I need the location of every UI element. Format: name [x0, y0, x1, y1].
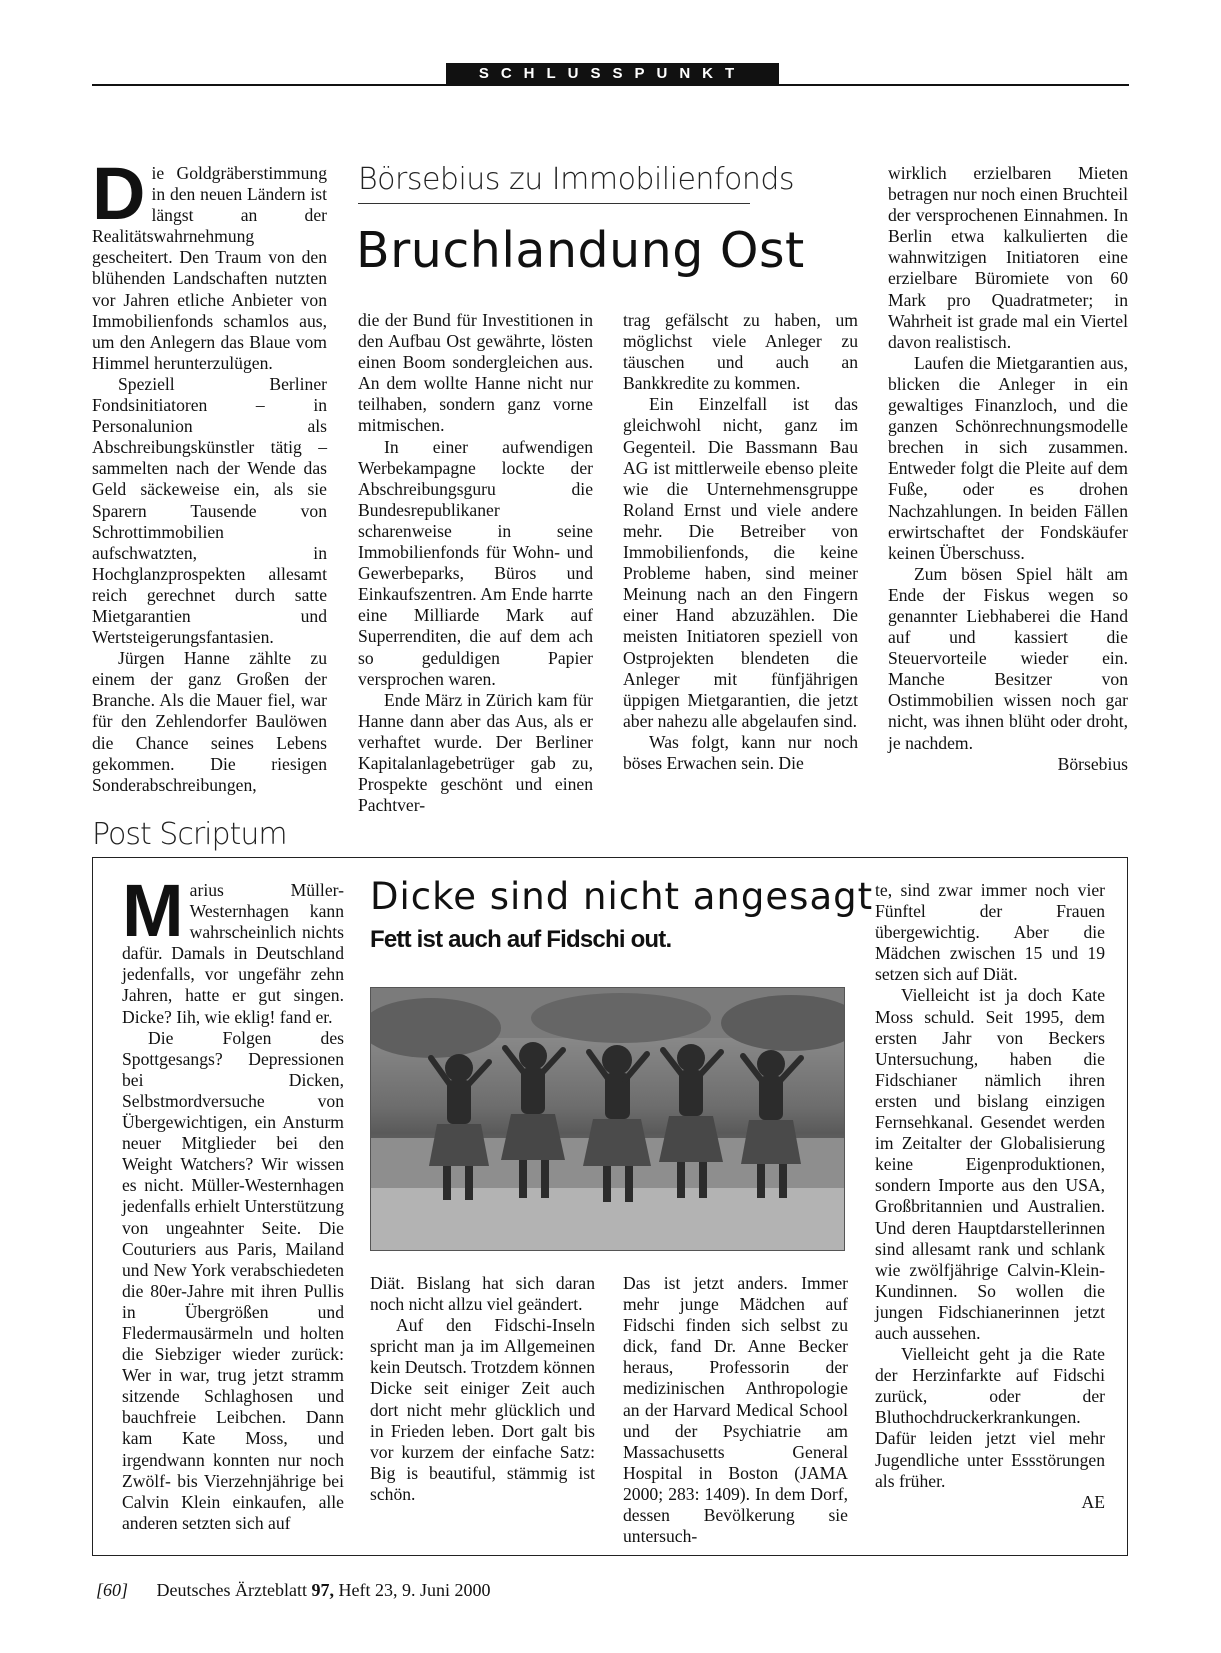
dropcap-letter: D: [92, 152, 146, 235]
article1-headline: Bruchlandung Ost: [356, 222, 805, 279]
article1-paragraph: die der Bund für Investitionen in den Aufbau Ost gewährte, lösten einen Boom sondergleichen aus. An dem wollte Hanne nicht nur teilhaben, sondern ganz vorne mitmischen.: [358, 310, 593, 436]
dancers-photo: [370, 987, 845, 1251]
article2-paragraph: Vielleicht geht ja die Rate der Herzinfarkte auf Fidschi zurück, oder der Bluthochdruckerkrankungen. Dafür leiden jetzt viel mehr Jugendliche unter Essstörungen als früher.: [875, 1344, 1105, 1491]
article1-paragraph: Jürgen Hanne zählte zu einem der ganz Großen der Branche. Als die Mauer fiel, war für den Zehlendorfer Baulöwen die Chance seines Lebens gekommen. Die riesigen Sonderabschreibungen,: [92, 648, 327, 795]
article2-author: AE: [1081, 1491, 1105, 1512]
article2-paragraph: Diät. Bislang hat sich daran noch nicht allzu viel geändert.: [370, 1273, 595, 1315]
article2-column-3: [623, 1273, 848, 1547]
article1-column-1: [92, 152, 327, 796]
article1-column-3: [623, 310, 858, 774]
article1-kicker: Börsebius zu Immobilienfonds: [358, 162, 795, 197]
article2-headline: Dicke sind nicht angesagt: [370, 875, 874, 918]
article1-paragraph: wirklich erzielbaren Mieten betragen nur noch einen Bruchteil der versprochenen Einnahmen. In Berlin etwa kalkulierten die wahnwitzigen Initiatoren eine erzielbare Büromiete von 60 Mark pro Quadratmeter; in Wahrheit ist grade mal ein Viertel davon realistisch.: [888, 163, 1128, 352]
article1-column-4: [888, 163, 1128, 775]
article1-paragraph: Zum bösen Spiel hält am Ende der Fiskus wegen so genannter Liebhaberei die Hand auf und kassiert die Steuervorteile wieder ein. Manche Besitzer von Ostimmobilien wissen noch gar nicht, was ihnen blüht oder droht, je nachdem.: [888, 563, 1128, 753]
journal-issue: Heft 23, 9. Juni 2000: [338, 1580, 491, 1600]
article1-paragraph: Die Goldgräberstimmung in den neuen Ländern ist längst an der Realitätswahrnehmung gescheitert. Den Traum von den blühenden Landschaften nutzten vor Jahren etliche Anbieter von Immobilienfonds schamlos aus, um den Anlegern das Blaue vom Himmel herunterzulügen.: [92, 152, 327, 373]
section-rubric: SCHLUSSPUNKT: [446, 63, 779, 84]
dropcap-letter: M: [122, 869, 184, 952]
article1-paragraph: Laufen die Mietgarantien aus, blicken die Anleger in ein gewaltiges Finanzloch, und die ganzen Schönrechnungsmodelle brechen in sich zusammen. Entweder folgt die Pleite auf dem Fuße, oder es drohen Nachzahlungen. In beiden Fällen erwirtschaftet der Fondskäufer keinen Überschuss.: [888, 352, 1128, 563]
page-footer: [96, 1580, 490, 1601]
article2-paragraph: Die Folgen des Spottgesangs? Depressionen bei Dicken, Selbstmordversuche von Übergewichtigen, ein Ansturm neuer Mitglieder bei den Weight Watchers? Wir wissen es nicht. Müller-Westernhagen jedenfalls erhielt Unterstützung von ungeahnter Seite. Die Couturiers aus Paris, Mailand und New York verabschiedeten die 80er-Jahre mit ihren Pullis in Übergrößen und Fledermausärmeln und holten die Siebziger wieder zurück: Wer in war, trug jetzt stramm sitzende Schlaghosen und bauchfreie Leibchen. Dann kam Kate Moss, und irgendwann konnten nur noch Zwölf- bis Vierzehnjährige bei Calvin Klein einkaufen, alle anderen setzten sich auf: [122, 1027, 344, 1533]
post-scriptum-title: Post Scriptum: [92, 817, 287, 852]
header-rule: [92, 84, 1129, 86]
article1-paragraph: Was folgt, kann nur noch böses Erwachen sein. Die: [623, 731, 858, 773]
article2-subheadline: Fett ist auch auf Fidschi out.: [370, 926, 672, 953]
article2-paragraph: Auf den Fidschi-Inseln spricht man ja im Allgemeinen kein Deutsch. Trotzdem können Dicke seit einiger Zeit auch dort nicht mehr glücklich und in Frieden leben. Dort galt bis vor kurzem der einfache Satz: Big is beautiful, stämmig ist schön.: [370, 1315, 595, 1504]
article2-column-1: [122, 869, 344, 1534]
article2-column-2: [370, 1273, 595, 1505]
article2-paragraph: Vielleicht ist ja doch Kate Moss schuld. Seit 1995, dem ersten Jahr von Beckers Untersuchung, haben die Fidschianer nämlich ihren ersten und bislang einzigen Fernsehkanal. Gesendet werden im Zeitalter der Globalisierung keine Eigenproduktionen, sondern Importe aus den USA, Großbritannien und Australien. Und deren Hauptdarstellerinnen sind allesamt rank und schlank wie zwölfjährige Calvin-Klein-Kundinnen. So wollen die jungen Fidschianerinnen jetzt auch aussehen.: [875, 985, 1105, 1343]
article1-author: Börsebius: [1057, 753, 1128, 774]
article1-paragraph: Ende März in Zürich kam für Hanne dann aber das Aus, als er verhaftet wurde. Der Berliner Kapitalanlagebetrüger gab zu, Prospekte geschönt und einen Pachtver-: [358, 689, 593, 816]
article2-column-4: [875, 880, 1105, 1513]
journal-name: Deutsches Ärzteblatt: [156, 1580, 307, 1600]
article1-paragraph: Ein Einzelfall ist das gleichwohl nicht, ganz im Gegenteil. Die Bassmann Bau AG ist mittlerweile ebenso pleite wie die Unternehmensgruppe Roland Ernst und viele andere mehr. Die Betreiber von Immobilienfonds, die keine Probleme haben, sind meiner Meinung nach an den Fingern einer Hand abzuzählen. Die meisten Initiatoren speziell von Ostprojekten blendeten die Anleger mit fünfjährigen üppigen Mietgarantien, die jetzt aber nahezu alle abgelaufen sind.: [623, 394, 858, 731]
article1-column-2: [358, 310, 593, 816]
journal-volume: 97,: [311, 1580, 334, 1600]
kicker-rule: [358, 203, 750, 204]
article1-paragraph: In einer aufwendigen Werbekampagne lockte der Abschreibungsguru die Bundesrepublikaner scharenweise in seine Immobilienfonds für Wohn- und Gewerbeparks, Büros und Einkaufszentren. Am Ende harrte eine Milliarde Mark auf Superrenditen, die auf dem ach so geduldigen Papier versprochen waren.: [358, 436, 593, 689]
page-number: [60]: [96, 1580, 129, 1600]
article2-paragraph: Marius Müller-Westernhagen kann wahrscheinlich nichts dafür. Damals in Deutschland jedenfalls, vor ungefähr zehn Jahren, hatte er gut singen. Dicke? Iih, wie eklig! fand er.: [122, 869, 344, 1027]
article1-paragraph: Speziell Berliner Fondsinitiatoren – in Personalunion als Abschreibungskünstler tätig – sammelten nach der Wende das Geld säckeweise ein, als sie Sparern Tausende von Schrottimmobilien aufschwatzten, in Hochglanzprospekten allesamt reich gerechnet durch satte Mietgarantien und Wertsteigerungsfantasien.: [92, 373, 327, 648]
article2-paragraph: Das ist jetzt anders. Immer mehr junge Mädchen auf Fidschi finden sich selbst zu dick, fand Dr. Anne Becker heraus, Professorin der medizinischen Anthropologie an der Harvard Medical School und der Psychiatrie am Massachusetts General Hospital in Boston (JAMA 2000; 283: 1409). In dem Dorf, dessen Bevölkerung sie untersuch-: [623, 1273, 848, 1547]
article2-paragraph: te, sind zwar immer noch vier Fünftel der Frauen übergewichtig. Aber die Mädchen zwischen 15 und 19 setzen sich auf Diät.: [875, 880, 1105, 985]
article1-paragraph: trag gefälscht zu haben, um möglichst viele Anleger zu täuschen und auch an Bankkredite zu kommen.: [623, 310, 858, 394]
